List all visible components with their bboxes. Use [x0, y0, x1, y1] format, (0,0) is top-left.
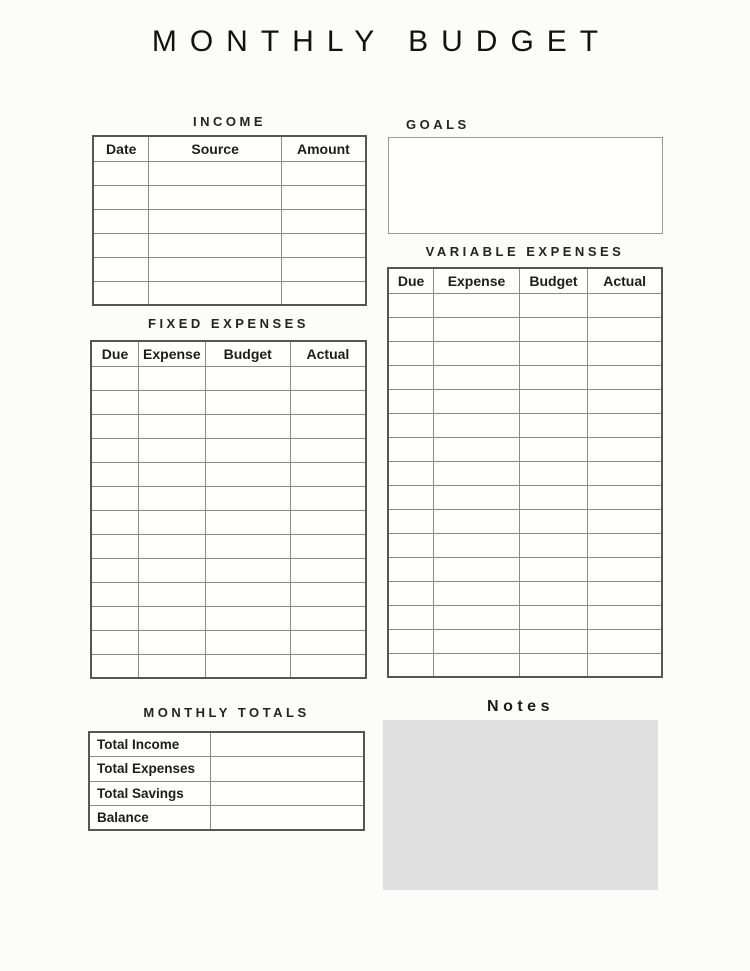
empty-fill-cell — [519, 341, 588, 365]
empty-fill-cell — [588, 605, 662, 629]
empty-fill-cell — [519, 293, 588, 317]
empty-fill-cell — [388, 365, 434, 389]
empty-fill-cell — [519, 629, 588, 653]
empty-fill-cell — [91, 438, 139, 462]
income-section-heading: INCOME — [193, 114, 266, 129]
table-row — [91, 534, 366, 558]
empty-fill-cell — [91, 414, 139, 438]
empty-fill-cell — [434, 581, 519, 605]
empty-fill-cell — [205, 438, 290, 462]
table-row — [388, 293, 662, 317]
empty-fill-cell — [388, 485, 434, 509]
table-row — [91, 582, 366, 606]
table-row — [91, 462, 366, 486]
empty-fill-cell — [91, 606, 139, 630]
page-title: MONTHLY BUDGET — [151, 25, 612, 58]
empty-fill-cell — [149, 209, 281, 233]
empty-fill-cell — [434, 293, 519, 317]
empty-fill-cell — [290, 510, 366, 534]
empty-fill-cell — [434, 485, 519, 509]
column-header-due: Due — [388, 268, 434, 293]
empty-fill-cell — [205, 462, 290, 486]
empty-fill-cell — [588, 653, 662, 677]
header-row — [93, 136, 366, 161]
empty-fill-cell — [281, 257, 366, 281]
empty-fill-cell — [588, 341, 662, 365]
empty-fill-cell — [588, 317, 662, 341]
column-header-source: Source — [149, 136, 281, 161]
notes-writing-area — [383, 720, 658, 890]
table-row — [388, 533, 662, 557]
empty-fill-cell — [210, 781, 364, 806]
table-row — [388, 629, 662, 653]
empty-fill-cell — [205, 558, 290, 582]
empty-fill-cell — [91, 582, 139, 606]
table-row — [388, 557, 662, 581]
empty-fill-cell — [434, 629, 519, 653]
empty-fill-cell — [205, 366, 290, 390]
empty-fill-cell — [519, 533, 588, 557]
empty-fill-cell — [91, 462, 139, 486]
empty-fill-cell — [290, 630, 366, 654]
table-row — [388, 581, 662, 605]
empty-fill-cell — [93, 281, 149, 305]
empty-fill-cell — [290, 654, 366, 678]
empty-fill-cell — [281, 185, 366, 209]
empty-fill-cell — [281, 281, 366, 305]
empty-fill-cell — [434, 341, 519, 365]
empty-fill-cell — [519, 605, 588, 629]
row-label: Total Income — [89, 732, 210, 757]
column-header-expense: Expense — [434, 268, 519, 293]
empty-fill-cell — [290, 486, 366, 510]
empty-fill-cell — [281, 209, 366, 233]
empty-fill-cell — [290, 366, 366, 390]
empty-fill-cell — [388, 533, 434, 557]
empty-fill-cell — [388, 461, 434, 485]
empty-fill-cell — [588, 581, 662, 605]
empty-fill-cell — [91, 486, 139, 510]
empty-fill-cell — [91, 510, 139, 534]
empty-fill-cell — [434, 389, 519, 413]
empty-fill-cell — [290, 462, 366, 486]
empty-fill-cell — [91, 654, 139, 678]
empty-fill-cell — [210, 732, 364, 757]
goals-writing-area — [388, 137, 663, 234]
empty-fill-cell — [519, 581, 588, 605]
empty-fill-cell — [139, 462, 206, 486]
empty-fill-cell — [139, 438, 206, 462]
row-label: Balance — [89, 806, 210, 831]
variable-expenses-section-heading: VARIABLE EXPENSES — [425, 244, 625, 259]
empty-fill-cell — [91, 390, 139, 414]
empty-fill-cell — [139, 366, 206, 390]
table-row — [388, 653, 662, 677]
column-header-amount: Amount — [281, 136, 366, 161]
table-row — [388, 605, 662, 629]
empty-fill-cell — [519, 509, 588, 533]
empty-fill-cell — [139, 606, 206, 630]
empty-fill-cell — [588, 533, 662, 557]
table-row — [93, 257, 366, 281]
table-row — [93, 185, 366, 209]
empty-fill-cell — [93, 209, 149, 233]
empty-fill-cell — [388, 557, 434, 581]
empty-fill-cell — [139, 534, 206, 558]
variable-expenses-table — [387, 267, 663, 678]
empty-fill-cell — [388, 581, 434, 605]
empty-fill-cell — [139, 510, 206, 534]
empty-fill-cell — [281, 161, 366, 185]
empty-fill-cell — [388, 389, 434, 413]
column-header-actual: Actual — [588, 268, 662, 293]
table-row — [388, 389, 662, 413]
table-row — [91, 390, 366, 414]
empty-fill-cell — [91, 558, 139, 582]
empty-fill-cell — [519, 365, 588, 389]
empty-fill-cell — [290, 390, 366, 414]
table-row — [388, 437, 662, 461]
empty-fill-cell — [290, 534, 366, 558]
empty-fill-cell — [388, 413, 434, 437]
table-row — [91, 510, 366, 534]
empty-fill-cell — [519, 557, 588, 581]
empty-fill-cell — [388, 509, 434, 533]
empty-fill-cell — [149, 281, 281, 305]
column-header-due: Due — [91, 341, 139, 366]
empty-fill-cell — [519, 653, 588, 677]
empty-fill-cell — [139, 414, 206, 438]
empty-fill-cell — [519, 437, 588, 461]
table-row — [91, 606, 366, 630]
empty-fill-cell — [91, 630, 139, 654]
empty-fill-cell — [93, 233, 149, 257]
empty-fill-cell — [93, 161, 149, 185]
empty-fill-cell — [434, 365, 519, 389]
empty-fill-cell — [588, 413, 662, 437]
column-header-date: Date — [93, 136, 149, 161]
empty-fill-cell — [434, 437, 519, 461]
empty-fill-cell — [588, 389, 662, 413]
empty-fill-cell — [205, 582, 290, 606]
table-row — [388, 317, 662, 341]
empty-fill-cell — [205, 414, 290, 438]
table-row — [91, 654, 366, 678]
table-row — [388, 461, 662, 485]
table-row — [91, 438, 366, 462]
empty-fill-cell — [139, 582, 206, 606]
empty-fill-cell — [91, 366, 139, 390]
column-header-budget: Budget — [519, 268, 588, 293]
empty-fill-cell — [149, 185, 281, 209]
total-row — [89, 781, 364, 806]
empty-fill-cell — [434, 317, 519, 341]
notes-section-heading: Notes — [487, 698, 554, 715]
empty-fill-cell — [388, 437, 434, 461]
table-row — [91, 486, 366, 510]
table-row — [91, 414, 366, 438]
empty-fill-cell — [139, 486, 206, 510]
empty-fill-cell — [205, 390, 290, 414]
table-row — [91, 558, 366, 582]
empty-fill-cell — [588, 557, 662, 581]
empty-fill-cell — [434, 653, 519, 677]
table-row — [91, 366, 366, 390]
empty-fill-cell — [388, 293, 434, 317]
monthly-totals-section-heading: MONTHLY TOTALS — [143, 705, 310, 720]
monthly-totals-table — [88, 731, 365, 831]
empty-fill-cell — [388, 605, 434, 629]
total-row — [89, 757, 364, 782]
empty-fill-cell — [290, 414, 366, 438]
empty-fill-cell — [388, 317, 434, 341]
empty-fill-cell — [519, 389, 588, 413]
empty-fill-cell — [434, 413, 519, 437]
table-row — [93, 281, 366, 305]
header-row — [91, 341, 366, 366]
empty-fill-cell — [434, 461, 519, 485]
table-row — [388, 413, 662, 437]
empty-fill-cell — [434, 533, 519, 557]
empty-fill-cell — [93, 185, 149, 209]
column-header-budget: Budget — [205, 341, 290, 366]
empty-fill-cell — [290, 606, 366, 630]
empty-fill-cell — [210, 757, 364, 782]
total-row — [89, 732, 364, 757]
table-row — [388, 365, 662, 389]
empty-fill-cell — [588, 509, 662, 533]
empty-fill-cell — [434, 557, 519, 581]
fixed-expenses-table — [90, 340, 367, 679]
empty-fill-cell — [205, 630, 290, 654]
empty-fill-cell — [149, 257, 281, 281]
empty-fill-cell — [290, 438, 366, 462]
income-table — [92, 135, 367, 306]
empty-fill-cell — [139, 654, 206, 678]
empty-fill-cell — [588, 461, 662, 485]
empty-fill-cell — [205, 510, 290, 534]
table-row — [91, 630, 366, 654]
fixed-expenses-section-heading: FIXED EXPENSES — [148, 316, 309, 331]
empty-fill-cell — [588, 629, 662, 653]
empty-fill-cell — [139, 630, 206, 654]
empty-fill-cell — [205, 606, 290, 630]
empty-fill-cell — [388, 341, 434, 365]
empty-fill-cell — [519, 413, 588, 437]
empty-fill-cell — [519, 485, 588, 509]
row-label: Total Savings — [89, 781, 210, 806]
table-row — [93, 209, 366, 233]
empty-fill-cell — [149, 161, 281, 185]
empty-fill-cell — [588, 293, 662, 317]
header-row — [388, 268, 662, 293]
empty-fill-cell — [205, 654, 290, 678]
empty-fill-cell — [588, 365, 662, 389]
empty-fill-cell — [93, 257, 149, 281]
table-row — [388, 509, 662, 533]
row-label: Total Expenses — [89, 757, 210, 782]
empty-fill-cell — [434, 509, 519, 533]
table-row — [388, 485, 662, 509]
empty-fill-cell — [205, 486, 290, 510]
empty-fill-cell — [388, 629, 434, 653]
empty-fill-cell — [290, 558, 366, 582]
empty-fill-cell — [519, 461, 588, 485]
empty-fill-cell — [210, 806, 364, 831]
goals-section-heading: GOALS — [406, 117, 470, 132]
empty-fill-cell — [519, 317, 588, 341]
column-header-expense: Expense — [139, 341, 206, 366]
empty-fill-cell — [91, 534, 139, 558]
column-header-actual: Actual — [290, 341, 366, 366]
empty-fill-cell — [281, 233, 366, 257]
empty-fill-cell — [149, 233, 281, 257]
total-row — [89, 806, 364, 831]
empty-fill-cell — [139, 558, 206, 582]
table-row — [388, 341, 662, 365]
empty-fill-cell — [588, 437, 662, 461]
empty-fill-cell — [205, 534, 290, 558]
table-row — [93, 233, 366, 257]
empty-fill-cell — [139, 390, 206, 414]
empty-fill-cell — [290, 582, 366, 606]
empty-fill-cell — [588, 485, 662, 509]
table-row — [93, 161, 366, 185]
empty-fill-cell — [388, 653, 434, 677]
empty-fill-cell — [434, 605, 519, 629]
